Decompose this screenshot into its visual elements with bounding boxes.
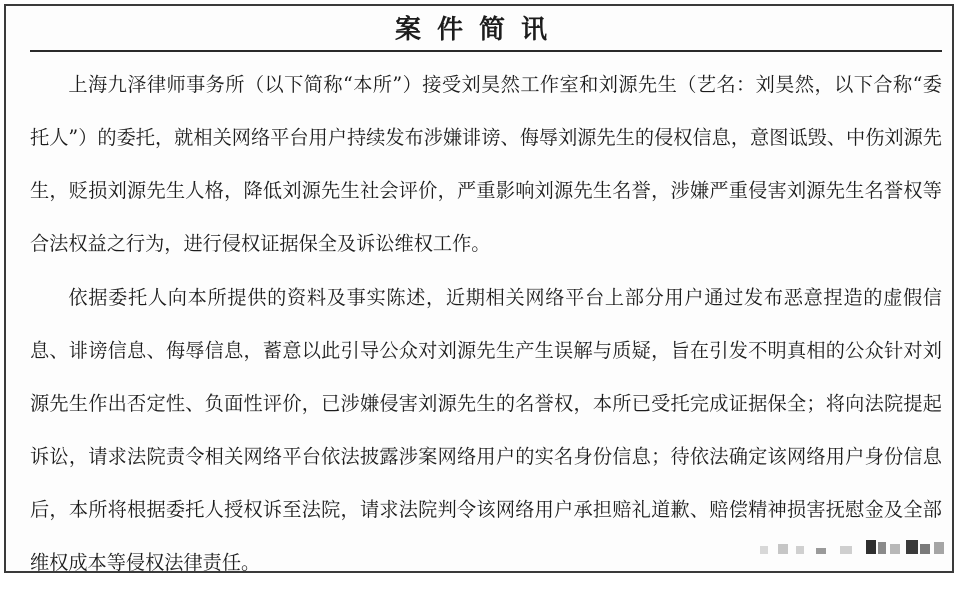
document-title: 案件简讯 — [394, 15, 563, 45]
title-divider — [30, 50, 942, 52]
notice-frame — [4, 4, 954, 573]
paragraph-1: 上海九泽律师事务所（以下简称“本所”）接受刘昊然工作室和刘源先生（艺名：刘昊然，以下合称“委托人”）的委托，就相关网络平台用户持续发布涉嫌诽谤、侮辱刘源先生的侵权信息，意图诋毁、中伤刘源先生，贬损刘源先生人格，降低刘源先生社会评价，严重影响刘源先生名誉，涉嫌严重侵害刘源先生名誉权等合法权益之行为，进行侵权证据保全及诉讼维权工作。 — [30, 73, 942, 255]
blurred-watermark — [760, 536, 948, 562]
paragraph-2: 依据委托人向本所提供的资料及事实陈述，近期相关网络平台上部分用户通过发布恶意捏造的虚假信息、诽谤信息、侮辱信息，蓄意以此引导公众对刘源先生产生误解与质疑，旨在引发不明真相的公众针对刘源先生作出否定性、负面性评价，已涉嫌侵害刘源先生的名誉权，本所已受托完成证据保全；将向法院提起诉讼，请求法院责令相关网络平台依法披露涉案网络用户的实名身份信息；待依法确定该网络用户身份信息后，本所将根据委托人授权诉至法院，请求法院判令该网络用户承担赔礼道歉、赔偿精神损害抚慰金及全部维权成本等侵权法律责任。 — [30, 286, 942, 574]
